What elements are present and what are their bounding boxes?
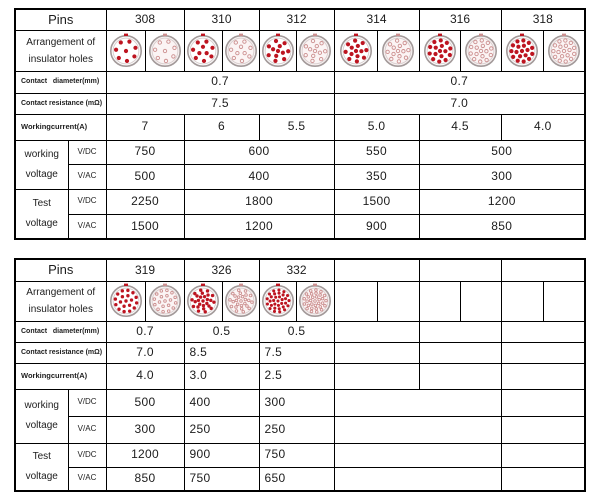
working-vac-value: 500	[106, 164, 184, 189]
empty-connector-cell	[334, 281, 377, 321]
working-vac-value: 350	[334, 164, 419, 189]
empty-connector-cell	[501, 281, 543, 321]
pins-value: 314	[334, 9, 419, 30]
arrangement-row	[15, 30, 585, 71]
pins-value: 308	[106, 9, 184, 30]
connector-face-male-icon	[334, 30, 377, 71]
connector-face-female-icon	[222, 30, 259, 71]
connector-face-male-icon	[259, 30, 296, 71]
connector-face-male-icon	[419, 30, 460, 71]
contact-resistance-label: Contact resistance (mΩ)	[15, 93, 106, 114]
vac-label: V/AC	[68, 467, 106, 491]
test-vdc-value: 900	[184, 443, 259, 467]
test-vdc-value: 1200	[106, 443, 184, 467]
connector-face-female-icon	[377, 30, 419, 71]
test-voltage-label: Test voltage	[15, 443, 68, 491]
pins-header-label: Pins	[15, 259, 106, 281]
contact-diameter-value: 0.5	[184, 321, 259, 342]
connector-face-female-icon	[222, 281, 259, 321]
empty-connector-cell	[419, 281, 460, 321]
connector-face-male-icon	[184, 30, 222, 71]
working-vdc-value: 500	[419, 140, 585, 164]
working-vdc-value: 550	[334, 140, 419, 164]
working-current-value: 4.0	[501, 114, 585, 140]
working-current-row	[15, 363, 585, 389]
working-vac-value: 300	[106, 416, 184, 443]
contact-diameter-value: 0.7	[106, 321, 184, 342]
working-vdc-row	[15, 389, 585, 416]
working-vdc-value: 500	[106, 389, 184, 416]
contact-resistance-value	[419, 342, 501, 363]
contact-resistance-value: 7.0	[106, 342, 184, 363]
working-vac-value	[334, 416, 501, 443]
pins-value: 318	[501, 9, 585, 30]
test-vac-value: 850	[106, 467, 184, 491]
pins-value: 310	[184, 9, 259, 30]
working-current-value: 7	[106, 114, 184, 140]
working-current-label: Workingcurrent(A)	[15, 114, 106, 140]
working-vac-value: 400	[184, 164, 334, 189]
test-vdc-value: 1200	[419, 189, 585, 214]
connector-face-female-icon	[296, 30, 334, 71]
test-vdc-value: 1800	[184, 189, 334, 214]
connector-face-female-icon	[296, 281, 334, 321]
contact-diameter-value	[334, 321, 419, 342]
test-vac-row	[15, 467, 585, 491]
pins-value	[334, 259, 419, 281]
vac-label: V/AC	[68, 214, 106, 239]
pins-value	[501, 259, 585, 281]
empty-connector-cell	[460, 281, 501, 321]
connector-face-female-icon	[145, 281, 184, 321]
test-vac-value	[334, 467, 501, 491]
test-vdc-value: 2250	[106, 189, 184, 214]
arrangement-label: Arrangement of insulator holes	[15, 281, 106, 321]
test-vac-value: 750	[184, 467, 259, 491]
empty-connector-cell	[543, 281, 585, 321]
working-voltage-label: working voltage	[15, 389, 68, 443]
connector-face-male-icon	[259, 281, 296, 321]
test-vdc-value	[501, 443, 585, 467]
spec-table-319-332	[14, 258, 586, 492]
working-current-value: 2.5	[259, 363, 334, 389]
working-voltage-label: working voltage	[15, 140, 68, 189]
test-vac-value: 900	[334, 214, 419, 239]
pins-header-label: Pins	[15, 9, 106, 30]
contact-diameter-value: 0.7	[334, 71, 585, 93]
working-vac-value	[501, 416, 585, 443]
test-vac-value	[501, 467, 585, 491]
working-vdc-row	[15, 140, 585, 164]
working-current-value	[501, 363, 585, 389]
contact-diameter-label: Contact diameter(mm)	[15, 71, 106, 93]
working-current-value: 4.0	[106, 363, 184, 389]
contact-resistance-value	[334, 342, 419, 363]
pins-value: 312	[259, 9, 334, 30]
working-vac-value: 250	[259, 416, 334, 443]
connector-face-female-icon	[460, 30, 501, 71]
working-current-value: 3.0	[184, 363, 259, 389]
working-vdc-value: 750	[106, 140, 184, 164]
contact-resistance-value: 7.5	[259, 342, 334, 363]
test-vdc-row	[15, 189, 585, 214]
arrangement-label: Arrangement of insulator holes	[15, 30, 106, 71]
pins-row	[15, 259, 585, 281]
working-vdc-value: 600	[184, 140, 334, 164]
connector-face-female-icon	[543, 30, 585, 71]
connector-face-female-icon	[145, 30, 184, 71]
test-vac-value: 650	[259, 467, 334, 491]
working-current-value	[334, 363, 419, 389]
test-vac-value: 850	[419, 214, 585, 239]
test-vac-value: 1200	[184, 214, 334, 239]
working-current-row	[15, 114, 585, 140]
pins-value: 326	[184, 259, 259, 281]
contact-resistance-value: 7.0	[334, 93, 585, 114]
pins-value: 332	[259, 259, 334, 281]
vac-label: V/AC	[68, 164, 106, 189]
test-voltage-label: Test voltage	[15, 189, 68, 239]
working-vdc-value: 400	[184, 389, 259, 416]
working-current-value	[419, 363, 501, 389]
connector-face-male-icon	[184, 281, 222, 321]
working-vdc-value	[334, 389, 501, 416]
working-vdc-value	[501, 389, 585, 416]
arrangement-row	[15, 281, 585, 321]
vdc-label: V/DC	[68, 389, 106, 416]
contact-resistance-row	[15, 93, 585, 114]
working-vac-value: 250	[184, 416, 259, 443]
contact-diameter-value: 0.5	[259, 321, 334, 342]
connector-face-male-icon	[106, 30, 145, 71]
test-vdc-value: 750	[259, 443, 334, 467]
contact-diameter-value	[419, 321, 501, 342]
contact-resistance-value: 7.5	[106, 93, 334, 114]
working-vac-value: 300	[419, 164, 585, 189]
vdc-label: V/DC	[68, 443, 106, 467]
contact-resistance-value: 8.5	[184, 342, 259, 363]
connector-face-male-icon	[106, 281, 145, 321]
contact-diameter-value	[501, 321, 585, 342]
vdc-label: V/DC	[68, 140, 106, 164]
test-vac-row	[15, 214, 585, 239]
working-vac-row	[15, 416, 585, 443]
working-current-value: 5.0	[334, 114, 419, 140]
contact-diameter-value: 0.7	[106, 71, 334, 93]
working-current-value: 5.5	[259, 114, 334, 140]
vdc-label: V/DC	[68, 189, 106, 214]
working-current-label: Workingcurrent(A)	[15, 363, 106, 389]
spec-table-308-318	[14, 8, 586, 240]
empty-connector-cell	[377, 281, 419, 321]
test-vac-value: 1500	[106, 214, 184, 239]
connector-face-male-icon	[501, 30, 543, 71]
pins-value: 319	[106, 259, 184, 281]
test-vdc-row	[15, 443, 585, 467]
test-vdc-value: 1500	[334, 189, 419, 214]
contact-resistance-value	[501, 342, 585, 363]
working-current-value: 4.5	[419, 114, 501, 140]
pins-row	[15, 9, 585, 30]
pins-value: 316	[419, 9, 501, 30]
working-vdc-value: 300	[259, 389, 334, 416]
contact-diameter-label: Contact diameter(mm)	[15, 321, 106, 342]
contact-resistance-row	[15, 342, 585, 363]
contact-diameter-row	[15, 321, 585, 342]
contact-diameter-row	[15, 71, 585, 93]
working-vac-row	[15, 164, 585, 189]
vac-label: V/AC	[68, 416, 106, 443]
working-current-value: 6	[184, 114, 259, 140]
test-vdc-value	[334, 443, 501, 467]
contact-resistance-label: Contact resistance (mΩ)	[15, 342, 106, 363]
pins-value	[419, 259, 501, 281]
